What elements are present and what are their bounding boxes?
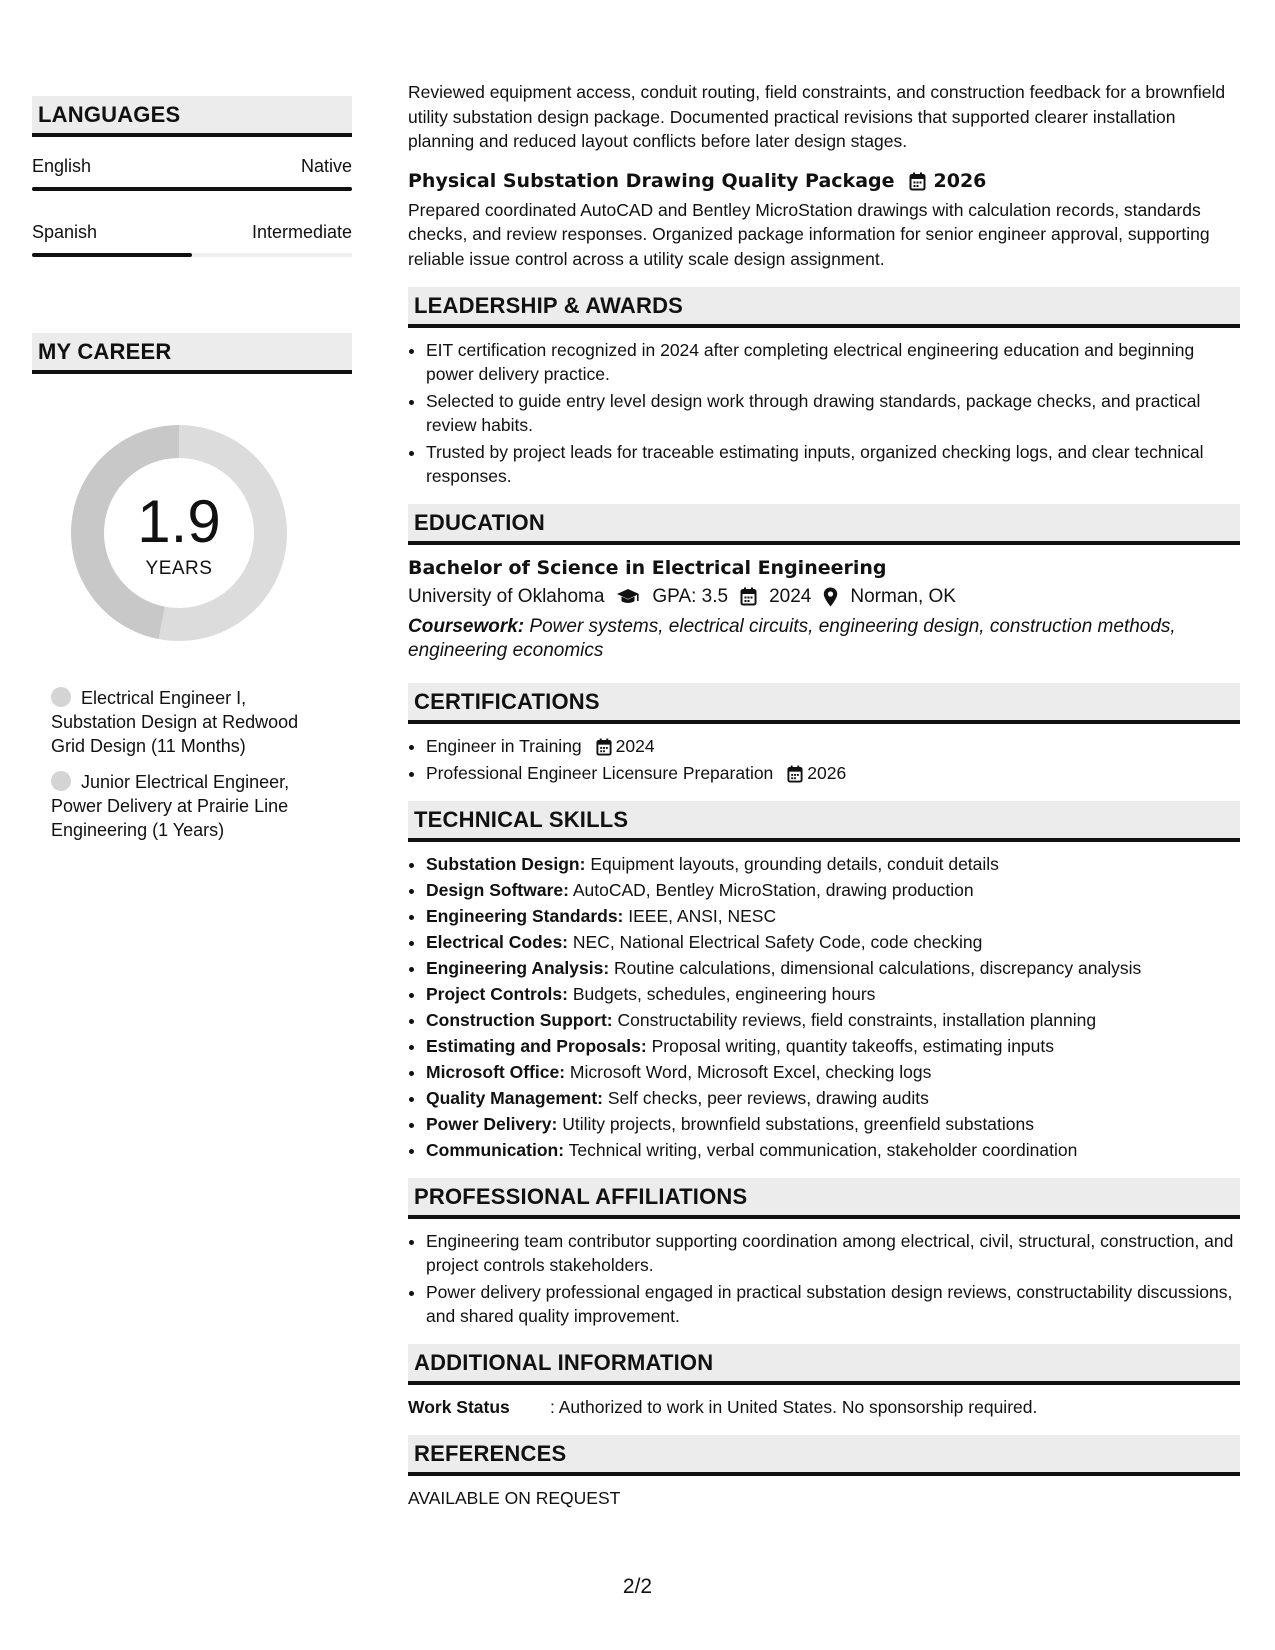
certification-item <box>426 761 1240 785</box>
work-status-row <box>408 1395 1240 1419</box>
career-dot-icon <box>51 687 71 707</box>
skill-value: NEC, National Electrical Safety Code, code checking <box>572 932 983 952</box>
project-intro: Reviewed equipment access, conduit routing, field constraints, and construction feedback for a brownfield utility substation design package. Documented practical revisions that supported clearer installation planning and reduced layout conflicts before later design stages. <box>408 82 1226 151</box>
skills-section <box>408 801 1240 1162</box>
skill-value: Budgets, schedules, engineering hours <box>572 984 876 1004</box>
career-heading: MY CAREER <box>32 333 352 374</box>
coursework-text: Power systems, electrical circuits, engineering design, construction methods, engineering economics <box>408 616 1176 661</box>
skill-item <box>426 904 1240 928</box>
skill-value: Routine calculations, dimensional calculations, discrepancy analysis <box>614 958 1142 978</box>
left-column <box>32 96 352 854</box>
career-item <box>51 686 321 758</box>
skill-value: IEEE, ANSI, NESC <box>628 906 777 926</box>
right-column <box>408 80 1240 1510</box>
calendar-icon <box>909 168 926 194</box>
skill-value: Utility projects, brownfield substations, greenfield substations <box>562 1114 1034 1134</box>
skill-label: Design Software: <box>426 880 569 900</box>
skill-label: Microsoft Office: <box>426 1062 566 1082</box>
skill-value: Self checks, peer reviews, drawing audits <box>607 1088 929 1108</box>
map-pin-icon <box>823 583 838 611</box>
leadership-item: • EIT certification recognized in 2024 after completing electrical engineering education and beginning power delivery practice. <box>426 338 1240 386</box>
skill-item <box>426 1112 1240 1136</box>
skill-label: Engineering Analysis: <box>426 958 610 978</box>
certifications-section <box>408 683 1240 785</box>
work-status-label: Work Status <box>408 1397 510 1417</box>
career-years-unit: YEARS <box>145 558 213 579</box>
project-title: Physical Substation Drawing Quality Package <box>408 169 895 192</box>
skill-item <box>426 982 1240 1006</box>
career-item <box>51 770 321 842</box>
language-level: Native <box>300 156 352 176</box>
skill-label: Estimating and Proposals: <box>426 1036 647 1056</box>
skill-value: Constructability reviews, field constraints, installation planning <box>617 1010 1097 1030</box>
certification-item <box>426 734 1240 758</box>
language-name: English <box>32 156 92 176</box>
graduation-year: 2024 <box>769 586 812 607</box>
additional-section <box>408 1344 1240 1419</box>
language-name: Spanish <box>32 222 98 242</box>
skill-label: Project Controls: <box>426 984 568 1004</box>
skill-value: Technical writing, verbal communication, stakeholder coordination <box>568 1140 1078 1160</box>
calendar-icon <box>596 734 612 758</box>
career-dot-icon <box>51 771 71 791</box>
calendar-icon <box>787 761 803 785</box>
skill-item <box>426 1034 1240 1058</box>
skill-label: Communication: <box>426 1140 565 1160</box>
skill-label: Quality Management: <box>426 1088 603 1108</box>
skills-list <box>408 852 1240 1162</box>
skill-item <box>426 1138 1240 1162</box>
work-status-value: : Authorized to work in United States. No sponsorship required. <box>550 1397 1038 1417</box>
skill-item <box>426 956 1240 980</box>
leadership-item: • Selected to guide entry level design work through drawing standards, package checks, and practical review habits. <box>426 389 1240 437</box>
affiliation-item: • Engineering team contributor supporting coordination among electrical, civil, structural, construction, and project controls stakeholders. <box>426 1229 1240 1277</box>
project-year: 2026 <box>933 169 987 192</box>
calendar-icon <box>740 583 757 611</box>
skill-item <box>426 878 1240 902</box>
skill-value: Equipment layouts, grounding details, conduit details <box>590 854 999 874</box>
skill-label: Electrical Codes: <box>426 932 568 952</box>
school-location: Norman, OK <box>850 586 956 607</box>
leadership-heading: LEADERSHIP & AWARDS <box>408 287 1240 328</box>
language-level: Intermediate <box>251 222 352 242</box>
skill-item <box>426 1060 1240 1084</box>
leadership-section <box>408 287 1240 488</box>
affiliation-item: • Power delivery professional engaged in practical substation design reviews, constructability discussions, and shared quality improvement. <box>426 1280 1240 1328</box>
school-name: University of Oklahoma <box>408 586 605 607</box>
certifications-heading: CERTIFICATIONS <box>408 683 1240 724</box>
gpa: GPA: 3.5 <box>652 586 729 607</box>
degree-title: Bachelor of Science in Electrical Engineering <box>408 557 887 579</box>
language-proficiency-fill <box>32 187 352 191</box>
skill-item <box>426 1008 1240 1032</box>
languages-heading: LANGUAGES <box>32 96 352 137</box>
leadership-item: • Trusted by project leads for traceable estimating inputs, organized checking logs, and clear technical responses. <box>426 440 1240 488</box>
skill-label: Power Delivery: <box>426 1114 558 1134</box>
skill-item <box>426 930 1240 954</box>
language-proficiency-bar <box>32 253 352 257</box>
education-meta <box>408 583 1240 611</box>
certification-name: • Engineer in Training <box>426 736 582 756</box>
language-item-spanish <box>32 221 352 257</box>
language-proficiency-fill <box>32 253 192 257</box>
career-item-text: Junior Electrical Engineer, Power Delivery at Prairie Line Engineering (1 Years) <box>51 772 290 840</box>
certification-name: • Professional Engineer Licensure Preparation <box>426 763 774 783</box>
skill-label: Substation Design: <box>426 854 586 874</box>
skills-heading: TECHNICAL SKILLS <box>408 801 1240 842</box>
coursework-label: Coursework: <box>408 616 525 637</box>
career-list <box>51 686 321 842</box>
affiliations-heading: PROFESSIONAL AFFILIATIONS <box>408 1178 1240 1219</box>
references-section <box>408 1435 1240 1510</box>
career-donut-chart <box>64 418 294 648</box>
project-description: Prepared coordinated AutoCAD and Bentley MicroStation drawings with calculation records, standards checks, and review responses. Organized package information for senior engineer approval, supporting reliable issue control across a utility scale design assignment. <box>408 199 1210 269</box>
skill-item <box>426 1086 1240 1110</box>
education-section <box>408 504 1240 663</box>
graduation-cap-icon <box>616 583 640 611</box>
references-heading: REFERENCES <box>408 1435 1240 1476</box>
skill-label: Construction Support: <box>426 1010 613 1030</box>
career-total-years: 1.9 <box>137 488 221 555</box>
language-item-english <box>32 155 352 191</box>
language-proficiency-bar <box>32 187 352 191</box>
education-heading: EDUCATION <box>408 504 1240 545</box>
page-number: 2/2 <box>622 1575 653 1598</box>
project-title-row <box>408 168 1240 194</box>
certification-year: 2024 <box>615 736 655 756</box>
skill-value: Proposal writing, quantity takeoffs, estimating inputs <box>651 1036 1054 1056</box>
skill-item <box>426 852 1240 876</box>
career-item-text: Electrical Engineer I, Substation Design at Redwood Grid Design (11 Months) <box>51 688 299 756</box>
skill-label: Engineering Standards: <box>426 906 624 926</box>
skill-value: Microsoft Word, Microsoft Excel, checking logs <box>569 1062 932 1082</box>
affiliations-section <box>408 1178 1240 1328</box>
coursework <box>408 615 1240 663</box>
skill-value: AutoCAD, Bentley MicroStation, drawing production <box>572 880 974 900</box>
certification-year: 2026 <box>807 763 847 783</box>
additional-heading: ADDITIONAL INFORMATION <box>408 1344 1240 1385</box>
references-text: AVAILABLE ON REQUEST <box>408 1488 621 1508</box>
